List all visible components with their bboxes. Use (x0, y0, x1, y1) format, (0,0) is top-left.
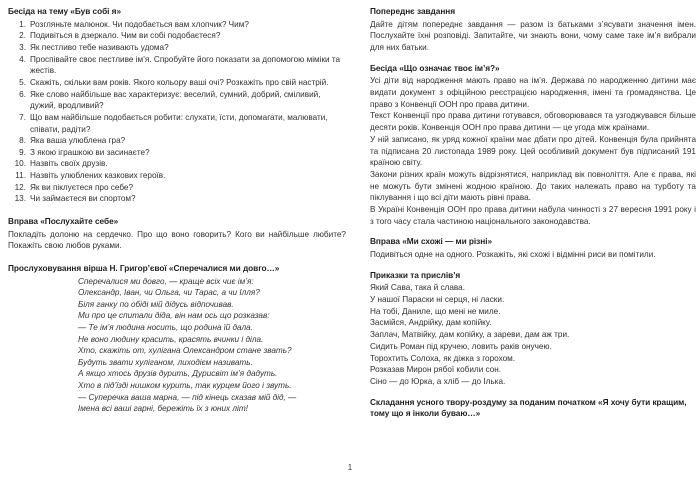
proverb-line: На тобі, Даниле, що мені не миле. (369, 306, 501, 316)
page-number: 1 (347, 463, 353, 472)
list-item: Що вам найбільше подобається робити: слухати, їсти, допомагати, малювати, співати, радіти? (30, 112, 328, 134)
poem-line: Ми про це спитали діда, він нам ось що розказав: (78, 311, 270, 321)
poem-line: Сперечалися ми довго, — краще всіх чиє ім’я: (78, 276, 254, 286)
section-similar-paragraph: Подивіться одне на одного. Розкажіть, які схожі і відмінні риси ви помітили. (369, 250, 656, 260)
poem-line: Хто, скажіть от, хулігана Олександром стане звать? (78, 346, 292, 356)
paragraph: Текст Конвенції про права дитини готувався, обговорювався та узгоджувався більше десяти років. Конвенція ООН про права дитини — це угода між країнами. (369, 111, 696, 133)
right-column (354, 6, 696, 429)
section-pretask-heading: Попереднє завдання (369, 6, 456, 16)
poem-line: Олександр, Іван, чи Ольга, чи Тарас, а чи Ілля? (78, 288, 260, 298)
list-item: Як пестливо тебе називають удома? (30, 42, 169, 52)
paragraph: Закони різних країн можуть відрізнятися, наприклад вік повноліття. Але є права, які не можуть бути змінені жодною країною. До таких належать право на турботу та піклування і що всі діти мають рівні права. (369, 169, 696, 203)
proverb-line: Який Сава, така й слава. (369, 283, 465, 293)
section-listen-paragraph: Покладіть долоню на сердечко. Про що воно говорить? Кого ви найбільше любите? Покажіть свою любов руками. (8, 229, 346, 251)
poem-line: Хто в під’їзді нишком курить, так курцем його і звуть. (78, 381, 292, 391)
section-pretask (370, 6, 696, 54)
list-item: Як ви піклуєтеся про себе? (30, 182, 134, 192)
list-item: Скажіть, скільки вам років. Якого кольору ваші очі? Розкажіть про свій настрій. (30, 77, 329, 87)
list-item: Подивіться в дзеркало. Чим ви собі подобаєтеся? (30, 31, 221, 41)
proverb-line: Заплач, Матвійку, дам копійку, а зареви, дам аж три. (369, 330, 570, 340)
section-pretask-paragraph: Дайте дітям попереднє завдання — разом із батьками з’ясувати значення імен. Послухайте їхні розповіді. Запитайте, чи знають вони, чому саме таке ім’я вибрали для них батьки. (369, 19, 696, 52)
section-similar-different (370, 236, 696, 260)
section-proverbs (370, 270, 696, 388)
proverb-line: Торохтить Солоха, як діжка з горохом. (369, 353, 516, 363)
poem-line: Біля ганку по обіді мій дідусь відпочивав. (78, 299, 234, 309)
proverb-line: Сіно — до Юрка, а хліб — до Ілька. (369, 376, 506, 386)
section-name-meaning-heading: Бесіда «Що означає твоє ім’я?» (369, 62, 500, 73)
list-item: Яка ваша улюблена гра? (30, 136, 126, 146)
section-listen-heading: Вправа «Послухайте себе» (8, 216, 119, 227)
section-essay-heading: Складання усного твору-роздуму за поданим початком «Я хочу бути кращим, тому що я інколи буваю…» (369, 396, 687, 419)
poem-line: А якщо хтось друзів дурить, Дурисвіт ім’я дадуть. (78, 369, 278, 379)
section-listen-exercise (8, 216, 346, 252)
poem-line: Будуть звати хуліганом, лиходієм називать. (78, 357, 253, 367)
paragraph: У ній записано, як уряд кожної країни має дбати про дітей. Конвенція була прийнята та підписана 20 листопада 1989 року. Цей особливий документ був підписаний 191 країною світу. (369, 134, 696, 168)
poem-line: Імена всі ваші гарні, бережіть їх з юних літ! (78, 404, 248, 414)
list-item: Проспівайте своє пестливе ім’я. Спробуйте його показати за допомогою міміки та жестів. (30, 54, 341, 76)
list-item: З якою іграшкою ви засинаєте? (30, 147, 150, 157)
section-proverbs-heading: Приказки та прислів’я (369, 269, 461, 280)
section-poem-heading: Прослуховування вірша Н. Григор’євої «Сперечалися ми довго…» (8, 263, 280, 274)
paragraph: Усі діти від народження мають право на ім’я. Держава по народженню дитини має видати документ з офіційною реєстрацією народження, імені та громадянства. Це право з Конвенції ООН про права дитини. (369, 76, 696, 109)
section-similar-heading: Вправа «Ми схожі — ми різні» (369, 236, 493, 247)
list-item: Розгляньте малюнок. Чи подобається вам хлопчик? Чим? (30, 19, 249, 29)
list-item: Чи займаєтеся ви спортом? (30, 194, 136, 204)
poem-block (8, 276, 346, 415)
section-name-meaning (370, 63, 696, 228)
conversation-question-list (8, 19, 346, 206)
section-conversation-heading: Бесіда на тему «Був собі я» (8, 6, 122, 16)
proverb-line: Сидить Роман під кручею, ловить раків онучею. (369, 341, 552, 351)
poem-line: — Суперечка ваша марна, — під кінець сказав мій дід, — (78, 392, 297, 402)
poem-line: — Те ім’я людина носить, що родина їй дала. (78, 323, 253, 333)
section-conversation (8, 6, 346, 205)
paragraph: В Україні Конвенція ООН про права дитини набула чинності з 27 вересня 1991 року і з того часу стала частиною національного законодавства. (369, 205, 696, 226)
poem-line: Не воно людину красить, красять вчинки і діла. (78, 334, 264, 344)
list-item: Назвіть своїх друзів. (30, 159, 108, 169)
proverb-line: У нашої Параски ні серця, ні ласки. (369, 295, 505, 305)
left-column (8, 6, 354, 426)
section-poem (8, 263, 346, 415)
proverb-line: Засмійся, Андрійку, дам копійку. (369, 318, 492, 328)
list-item: Яке слово найбільше вас характеризує: веселий, сумний, добрий, сміливий, дужий, вродливий? (30, 89, 321, 111)
section-essay (370, 397, 696, 420)
list-item: Назвіть улюблених казкових героїв. (30, 171, 166, 181)
proverb-line: Розказав Мирон рябої кобили сон. (369, 365, 502, 375)
